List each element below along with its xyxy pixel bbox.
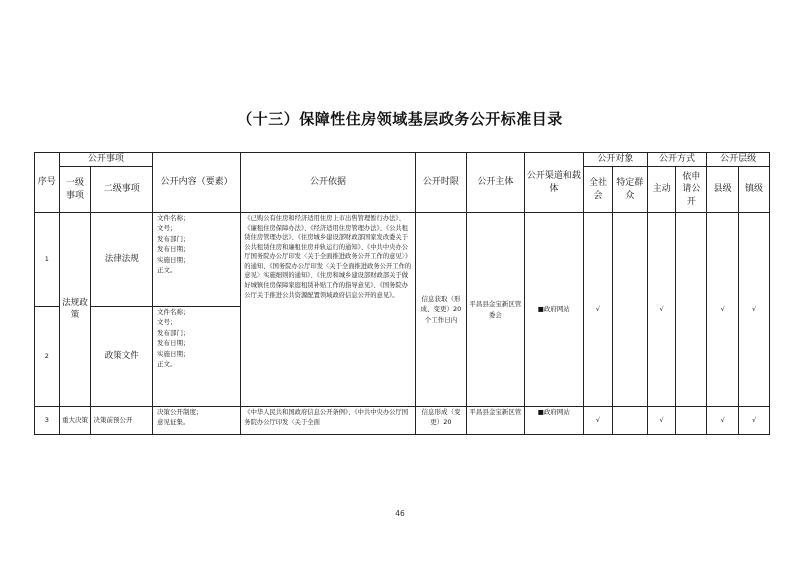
row-time-limit: 信息形成（变更）20 [415, 407, 466, 435]
header-method: 公开方式 [647, 153, 707, 167]
content-item: 发布日期； [157, 245, 190, 254]
content-item: 决策公开制度； [157, 408, 203, 416]
check-method-request [676, 213, 707, 407]
row-basis: 《已购公有住房和经济适用住房上市出售管理暂行办法》、《廉租住房保障办法》、《经济适用住房管理办法》、《公共租赁住房管理办法》、《住房城乡建设部财政部国家发改委关于公共租赁住房和廉租住房并轨运行的通知》、《中共中央办公厅国务院办公厅印发〈关于全面推进政务公开工作的意见〉》的通知、《国务院办公厅印发〈关于全面推进政务公开工作的意见〉实施细则的通知》、《住房和城乡建设部财政部关于做好城镇住房保障家庭租赁补贴工作的指导意见》、《国务院办公厅关于推进公共资源配置领域政府信息公开的意见》。 [241, 213, 415, 407]
row-level1: 重大决策 [59, 407, 91, 435]
header-target: 公开对象 [584, 153, 648, 167]
row-seq: 3 [35, 407, 60, 435]
header-channel: 公开渠道和载体 [524, 153, 584, 213]
header-target-all: 全社会 [584, 167, 613, 213]
check-method-active: √ [647, 407, 676, 435]
row-subject: 平昌县金宝新区管委会 [467, 213, 524, 407]
content-item: 文号； [157, 318, 177, 327]
content-item: 发布部门； [157, 328, 190, 337]
check-target-specific [612, 407, 647, 435]
header-level2: 二级事项 [91, 167, 153, 213]
header-subject: 公开主体 [467, 153, 524, 213]
content-item: 文号； [157, 224, 177, 233]
row-content [153, 407, 241, 435]
row-content [153, 213, 241, 307]
row-level2: 政策文件 [91, 307, 153, 407]
standard-catalog-table [34, 152, 770, 435]
row-time-limit: 信息获取（形成、变更）20个工作日内 [415, 213, 466, 407]
row-channel: ■政府网站 [524, 213, 584, 407]
table-row [35, 213, 770, 307]
content-item: 正文。 [157, 265, 177, 274]
check-level-town: √ [739, 213, 770, 407]
content-item: 实施日期； [157, 255, 190, 264]
header-level: 公开层级 [707, 153, 770, 167]
content-item: 发布部门； [157, 234, 190, 243]
header-target-specific: 特定群众 [612, 167, 647, 213]
content-item: 正文。 [157, 359, 177, 368]
row-seq: 2 [35, 307, 60, 407]
check-target-all: √ [584, 407, 613, 435]
row-basis: 《中华人民共和国政府信息公开条例》、《中共中央办公厅国务院办公厅印发〈关于全面 [241, 407, 415, 435]
row-level1: 法规政策 [59, 213, 91, 407]
row-seq: 1 [35, 213, 60, 307]
row-level2: 决策前预公开 [91, 407, 153, 435]
header-matters: 公开事项 [59, 153, 152, 167]
content-item: 文件名称； [157, 214, 190, 222]
row-subject: 平昌县金宝新区管 [467, 407, 524, 435]
check-level-county: √ [707, 407, 739, 435]
check-level-town: √ [739, 407, 770, 435]
row-content [153, 307, 241, 407]
check-target-specific [612, 213, 647, 407]
content-item: 实施日期； [157, 349, 190, 358]
header-row-1 [35, 153, 770, 167]
table-row [35, 407, 770, 435]
check-level-county: √ [707, 213, 739, 407]
header-content: 公开内容（要素） [153, 153, 241, 213]
check-target-all: √ [584, 213, 613, 407]
check-method-active: √ [647, 213, 676, 407]
header-level1: 一级事项 [59, 167, 91, 213]
page-title: （十三）保障性住房领域基层政务公开标准目录 [237, 110, 563, 128]
row-level2: 法律法规 [91, 213, 153, 307]
header-method-request: 依申请公开 [676, 167, 707, 213]
header-level-town: 镇级 [739, 167, 770, 213]
content-item: 意见征集。 [157, 418, 190, 427]
check-method-request [676, 407, 707, 435]
header-method-active: 主动 [647, 167, 676, 213]
row-channel: ■政府网站 [524, 407, 584, 435]
header-time-limit: 公开时限 [415, 153, 466, 213]
header-seq: 序号 [35, 153, 60, 213]
header-level-county: 县级 [707, 167, 739, 213]
page-number: 46 [395, 509, 405, 518]
content-item: 文件名称； [157, 308, 190, 316]
content-item: 发布日期； [157, 339, 190, 348]
header-basis: 公开依据 [241, 153, 415, 213]
